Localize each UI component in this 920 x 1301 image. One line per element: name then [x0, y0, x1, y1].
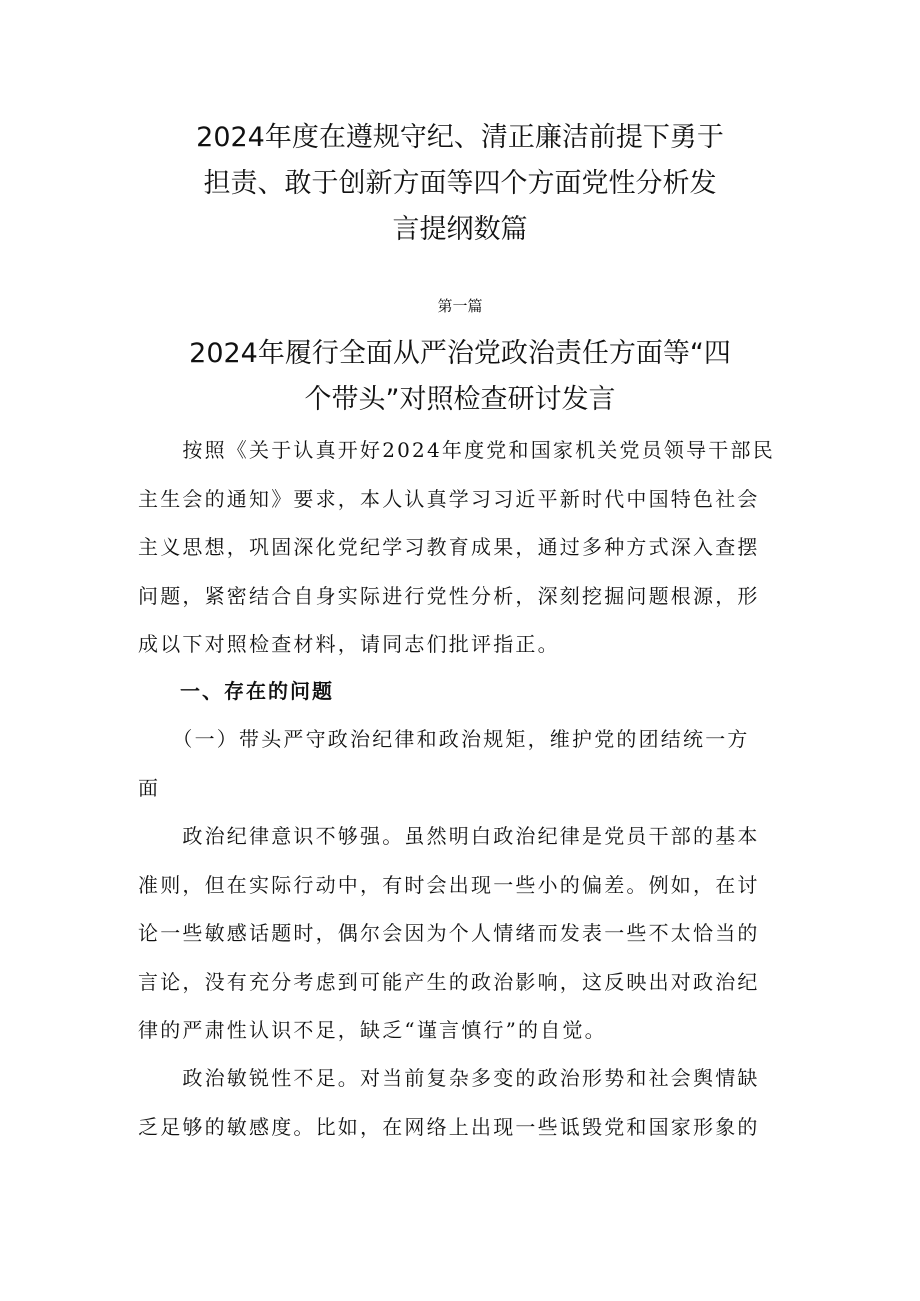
paragraph-line: 主生会的通知》要求，本人认真学习习近平新时代中国特色社会: [138, 486, 760, 511]
paragraph-political-discipline: [138, 812, 790, 1055]
paragraph-line: 面: [138, 775, 161, 800]
title-line: 2024年度在遵规守纪、清正廉洁前提下勇于: [196, 122, 724, 153]
title-line: 言提纲数篇: [392, 214, 528, 245]
subtitle-line: 2024年履行全面从严治党政治责任方面等“四: [189, 338, 731, 369]
paragraph-line: 问题，紧密结合自身实际进行党性分析，深刻挖掘问题根源，形: [138, 583, 760, 608]
document-title: [120, 115, 800, 253]
paragraph-line: 政治纪律意识不够强。虽然明白政治纪律是党员干部的基本: [138, 824, 760, 848]
paragraph-line: 乏足够的敏感度。比如，在网络上出现一些诋毁党和国家形象的: [138, 1114, 760, 1139]
paragraph-line: 主义思想，巩固深化党纪学习教育成果，通过多种方式深入查摆: [138, 535, 760, 560]
paragraph-line: 政治敏锐性不足。对当前复杂多变的政治形势和社会舆情缺: [138, 1066, 760, 1090]
section-heading: 一、存在的问题: [180, 679, 334, 703]
paragraph-line: 律的严肃性认识不足，缺乏“谨言慎行”的自觉。: [138, 1018, 607, 1043]
paragraph-line: 成以下对照检查材料，请同志们批评指正。: [138, 632, 560, 657]
paragraph-political-sensitivity: [138, 1054, 790, 1151]
subsection-heading: [138, 715, 790, 812]
intro-paragraph: [138, 426, 790, 669]
subtitle-line: 个带头”对照检查研讨发言: [304, 384, 616, 415]
paragraph-line: 言论，没有充分考虑到可能产生的政治影响，这反映出对政治纪: [138, 969, 760, 994]
paragraph-line: 准则，但在实际行动中，有时会出现一些小的偏差。例如，在讨: [138, 872, 760, 897]
paragraph-line: （一）带头严守政治纪律和政治规矩，维护党的团结统一方: [138, 727, 750, 751]
title-line: 担责、敢于创新方面等四个方面党性分析发: [203, 168, 717, 199]
paragraph-line: 论一些敏感话题时，偶尔会因为个人情绪而发表一些不太恰当的: [138, 921, 760, 946]
paragraph-line: 按照《关于认真开好2024年度党和国家机关党员领导干部民: [138, 438, 775, 462]
subtitle: [120, 331, 800, 423]
part-label: 第一篇: [437, 297, 483, 315]
